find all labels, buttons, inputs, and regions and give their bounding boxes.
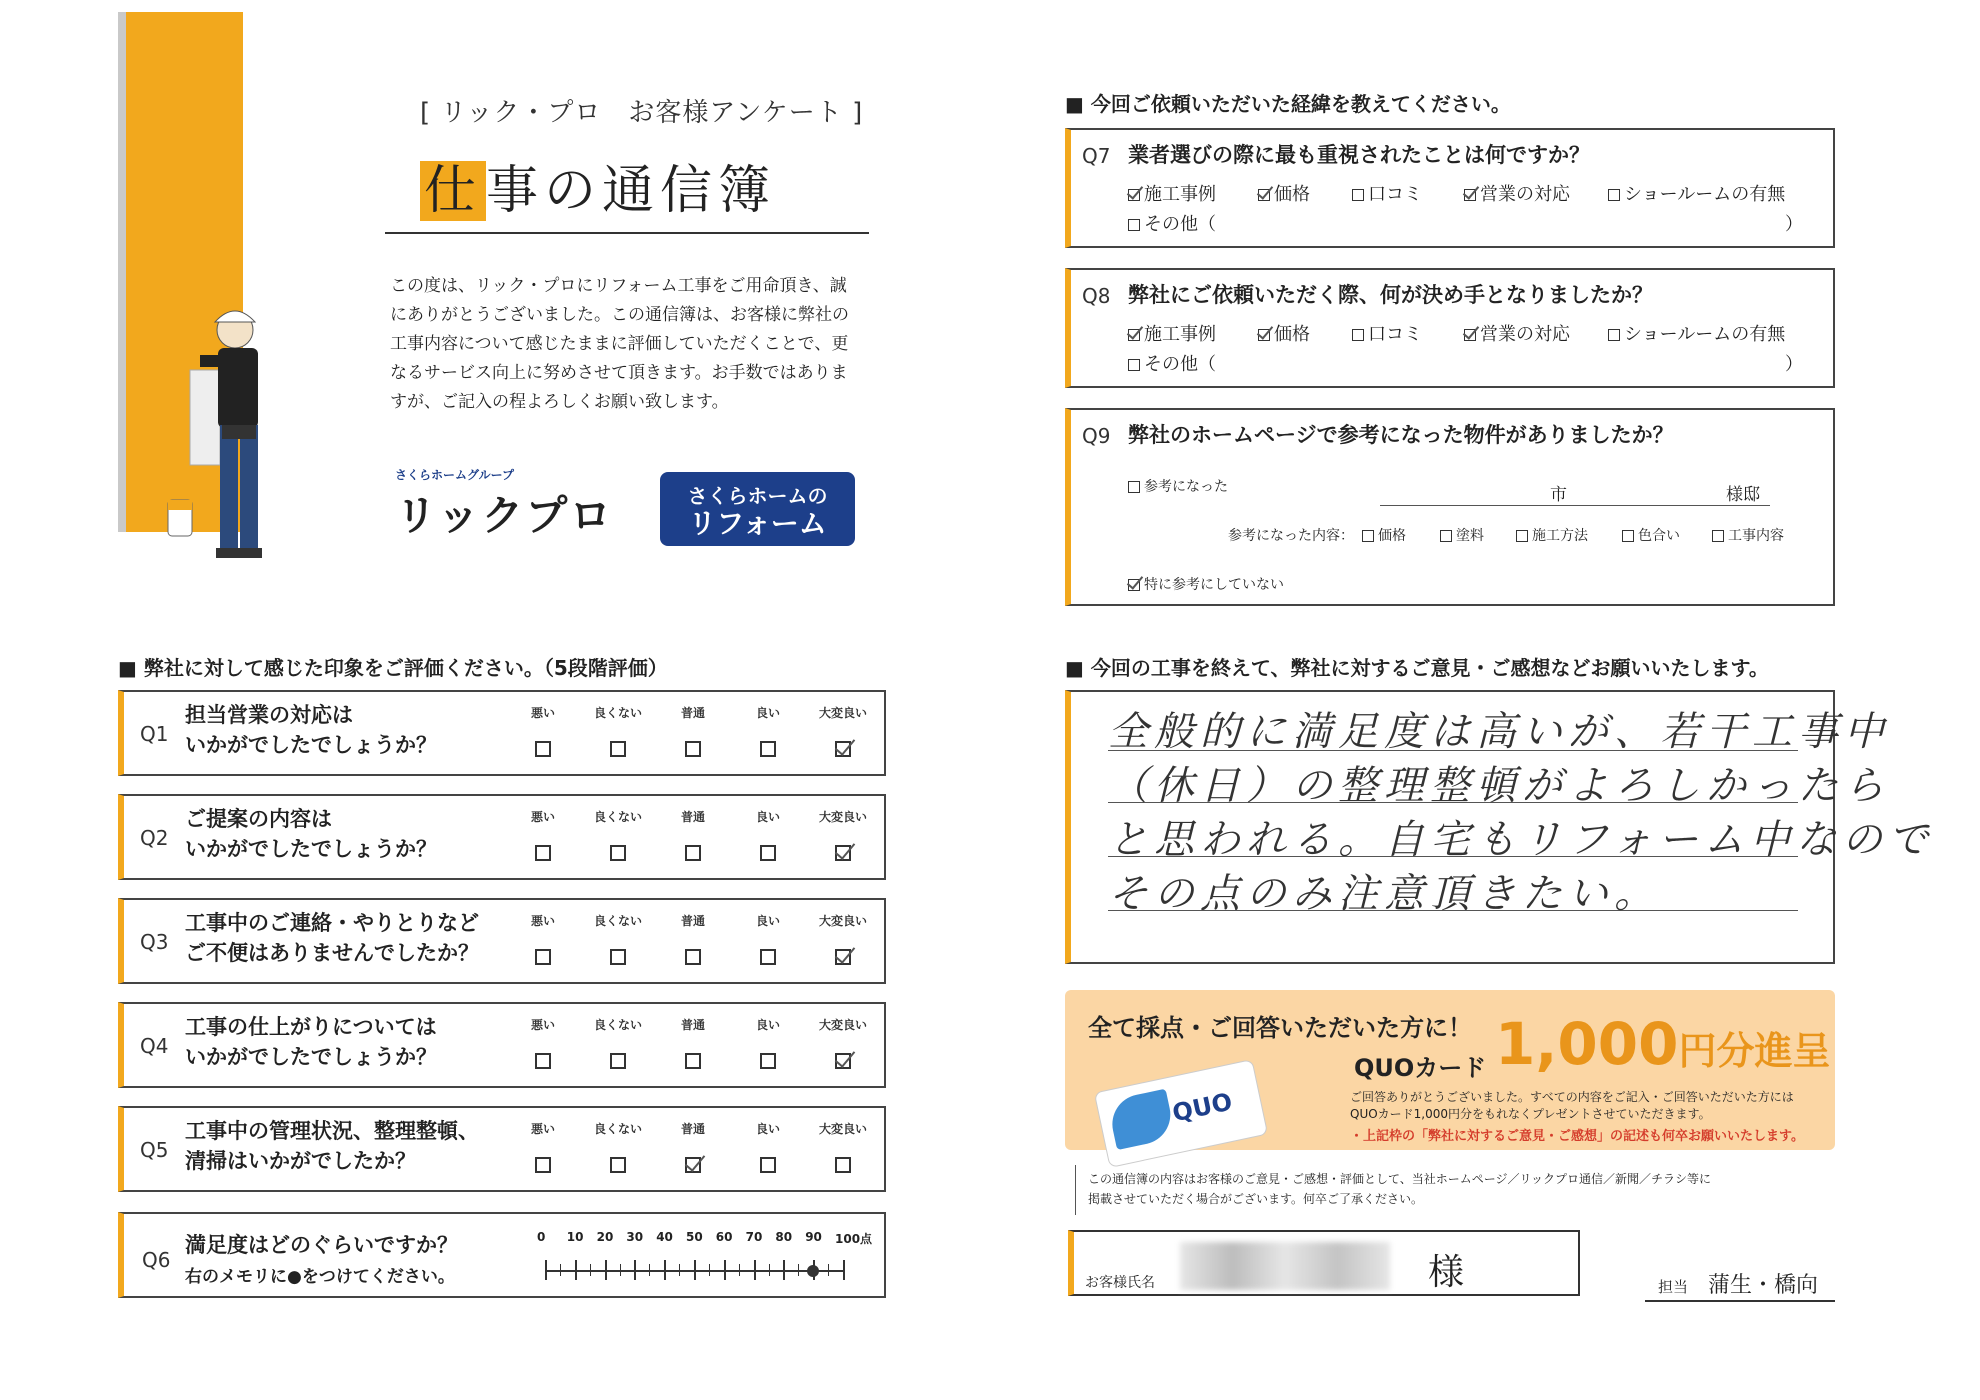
rating-q-line1: 担当営業の対応は — [185, 703, 353, 727]
rating-checkbox[interactable] — [835, 946, 851, 965]
q6-line1: 満足度はどのぐらいですか？ — [185, 1233, 458, 1257]
rating-q-line2: 清掃はいかがでしたか？ — [185, 1149, 416, 1173]
q6-number: Q6 — [142, 1248, 171, 1272]
q9-content-checkbox[interactable] — [1622, 530, 1634, 542]
q8-option[interactable] — [1258, 320, 1310, 346]
rating-scale-label: 悪い — [530, 1122, 555, 1136]
rating-scale-label: 大変良い — [818, 1018, 867, 1032]
q7-checkbox[interactable] — [1464, 189, 1476, 201]
satisfaction-scale[interactable] — [537, 1230, 873, 1290]
rating-checkbox[interactable] — [685, 842, 701, 861]
q8-option-label: 口コミ — [1368, 324, 1422, 345]
scale-tick-label: 100点 — [835, 1232, 873, 1246]
q7-option-label: ショールームの有無 — [1624, 184, 1786, 205]
scale-major-tick — [694, 1260, 696, 1280]
group-name: さくらホームグループ — [395, 468, 515, 482]
scale-tick-label: 90 — [805, 1230, 822, 1244]
q8-other-label: その他（ — [1144, 354, 1216, 375]
rating-q-line2: いかがでしたでしょうか？ — [185, 733, 437, 757]
q8-number: Q8 — [1082, 284, 1111, 308]
q9-none-option[interactable] — [1128, 574, 1284, 594]
rating-scale-label: 悪い — [530, 810, 555, 824]
scale-tick-label: 60 — [715, 1230, 733, 1244]
scale-minor-tick — [620, 1264, 621, 1276]
rating-q-line1: 工事の仕上がりについては — [185, 1015, 437, 1039]
intro-line: すが、ご記入の程よろしくお願い致します。 — [390, 392, 729, 412]
q8-other-option[interactable] — [1128, 350, 1216, 376]
q9-content-checkbox[interactable] — [1362, 530, 1374, 542]
rating-scale-label: 大変良い — [818, 706, 867, 720]
q9-content-label: 施工方法 — [1532, 528, 1588, 544]
rating-checkbox[interactable] — [685, 1050, 701, 1069]
q9-city-line — [1380, 505, 1770, 506]
staff-label: 担当 — [1658, 1278, 1689, 1296]
rating-scale-label: 良い — [755, 810, 780, 824]
rating-checkbox[interactable] — [610, 842, 626, 861]
scale-minor-tick — [769, 1264, 770, 1276]
q7-option[interactable] — [1464, 180, 1570, 206]
quo-amount-suffix: 円分進呈 — [1678, 1029, 1831, 1073]
rating-checkbox[interactable] — [835, 1050, 851, 1069]
rating-scale-label: 普通 — [680, 914, 705, 928]
rating-q-text — [185, 804, 437, 864]
q6-line2: 右のメモリに●をつけてください。 — [185, 1267, 455, 1287]
scale-tick-label: 50 — [686, 1230, 703, 1244]
rating-q-number: Q2 — [140, 826, 169, 850]
rating-checkbox[interactable] — [535, 1050, 551, 1069]
q9-ref-option[interactable] — [1128, 476, 1228, 496]
intro-text — [390, 272, 870, 417]
scale-tick-label: 80 — [775, 1230, 793, 1244]
rating-checkbox[interactable] — [760, 1050, 776, 1069]
rating-q-number: Q3 — [140, 930, 169, 954]
scale-major-tick — [843, 1260, 845, 1280]
q8-option[interactable] — [1352, 320, 1422, 346]
intro-line: この度は、リック・プロにリフォーム工事をご用命頂き、誠 — [390, 276, 847, 296]
scale-major-tick — [575, 1260, 577, 1280]
rating-section-title: ■ 弊社に対して感じた印象をご評価ください。（5段階評価） — [118, 656, 668, 680]
quo-body-1: ご回答ありがとうございました。すべての内容をご記入・ご回答いただいた方には — [1350, 1090, 1794, 1104]
scale-tick-label: 10 — [566, 1230, 584, 1244]
scale-tick-label: 20 — [596, 1230, 614, 1244]
rating-checkbox[interactable] — [610, 738, 626, 757]
rating-scale-label: 大変良い — [818, 1122, 867, 1136]
worker-illustration-icon — [160, 300, 280, 570]
rating-scale-label: 普通 — [680, 1018, 705, 1032]
rating-checkbox[interactable] — [610, 1154, 626, 1173]
q9-content-option[interactable] — [1440, 525, 1484, 545]
survey-subtitle: [ リック・プロ お客様アンケート ] — [420, 98, 864, 128]
rating-checkbox[interactable] — [760, 738, 776, 757]
title-highlight: 仕 — [420, 161, 486, 221]
rating-scale-label: 良い — [755, 1122, 780, 1136]
q8-other-checkbox[interactable] — [1128, 359, 1140, 371]
rating-scale-label: 良い — [755, 706, 780, 720]
rating-checkbox[interactable] — [610, 1050, 626, 1069]
q8-checkbox[interactable] — [1128, 329, 1140, 341]
rating-scale-label: 悪い — [530, 706, 555, 720]
rating-q-line2: いかがでしたでしょうか？ — [185, 1045, 437, 1069]
rating-q-line1: 工事中の管理状況、整理整頓、 — [185, 1119, 479, 1143]
rating-q-line2: ご不便はありませんでしたか？ — [185, 941, 479, 965]
rating-scale-label: 良い — [755, 914, 780, 928]
rickpro-name: リックプロ — [395, 491, 614, 540]
opinion-handwriting-line: と思われる。自宅もリフォーム中なので — [1108, 817, 1934, 863]
q9-content-checkbox[interactable] — [1440, 530, 1452, 542]
scale-minor-tick — [739, 1264, 740, 1276]
quo-card-label: QUOカード — [1354, 1054, 1487, 1082]
sakura-reform-logo — [660, 472, 855, 546]
q8-text: 弊社にご依頼いただく際、何が決め手となりましたか？ — [1128, 283, 1653, 307]
scale-marker-dot — [807, 1265, 819, 1277]
rating-q-text — [185, 1116, 479, 1176]
q9-house-label: 様邸 — [1726, 485, 1760, 505]
q9-content-option[interactable] — [1622, 525, 1680, 545]
history-section-title: ■ 今回ご依頼いただいた経緯を教えてください。 — [1065, 92, 1511, 116]
opinion-handwriting-line: その点のみ注意頂きたい。 — [1108, 871, 1660, 917]
q9-text: 弊社のホームページで参考になった物件がありましたか？ — [1128, 423, 1674, 447]
rating-q-text — [185, 700, 437, 760]
q7-other-label: その他（ — [1144, 214, 1216, 235]
q9-content-option[interactable] — [1362, 525, 1406, 545]
q8-option[interactable] — [1608, 320, 1785, 346]
q9-ref-label: 参考になった — [1144, 479, 1228, 495]
publication-notice-1: この通信簿の内容はお客様のご意見・ご感想・評価として、当社ホームページ／リックプロ通信／新聞／チラシ等に — [1088, 1172, 1712, 1186]
rating-scale-label: 良い — [755, 1018, 780, 1032]
customer-name-label: お客様氏名 — [1085, 1275, 1155, 1291]
rating-scale-label: 普通 — [680, 1122, 705, 1136]
rickpro-logo — [395, 466, 613, 543]
rating-scale-label: 普通 — [680, 706, 705, 720]
scale-major-tick — [783, 1260, 785, 1280]
q9-number: Q9 — [1082, 424, 1111, 448]
quo-amount-number: 1,000 — [1495, 1010, 1679, 1078]
q7-other-option[interactable] — [1128, 210, 1216, 236]
rating-q-line1: ご提案の内容は — [185, 807, 332, 831]
q7-checkbox[interactable] — [1258, 189, 1270, 201]
q8-checkbox[interactable] — [1352, 329, 1364, 341]
q7-option-label: 営業の対応 — [1480, 184, 1570, 205]
q8-checkbox[interactable] — [1608, 329, 1620, 341]
q8-option-label: ショールームの有無 — [1624, 324, 1786, 345]
scale-minor-tick — [798, 1264, 799, 1276]
rating-checkbox[interactable] — [760, 946, 776, 965]
publication-notice-2: 掲載させていただく場合がございます。何卒ご了承ください。 — [1088, 1192, 1424, 1206]
q7-option-label: 施工事例 — [1144, 184, 1216, 205]
rating-checkbox[interactable] — [535, 738, 551, 757]
sakura-top: さくらホームの — [687, 484, 828, 508]
rating-checkbox[interactable] — [760, 1154, 776, 1173]
q7-option-label: 口コミ — [1368, 184, 1422, 205]
q7-checkbox[interactable] — [1128, 189, 1140, 201]
rating-q-number: Q1 — [140, 722, 169, 746]
quo-note: ・上記枠の「弊社に対するご意見・ご感想」の記述も何卒お願いいたします。 — [1350, 1129, 1804, 1144]
scale-major-tick — [605, 1260, 607, 1280]
rating-q-text — [185, 908, 479, 968]
rating-scale-label: 良くない — [593, 1122, 642, 1136]
rating-scale-label: 良くない — [593, 914, 642, 928]
quo-headline: 全て採点・ご回答いただいた方に！ — [1088, 1014, 1472, 1042]
rating-scale-label: 良くない — [593, 1018, 642, 1032]
q9-content-label: 参考になった内容： — [1228, 528, 1354, 544]
rating-checkbox[interactable] — [760, 842, 776, 861]
rating-checkbox[interactable] — [685, 1154, 701, 1173]
q7-option[interactable] — [1352, 180, 1422, 206]
rating-checkbox[interactable] — [610, 946, 626, 965]
q9-city-label: 市 — [1550, 485, 1567, 505]
scale-major-tick — [664, 1260, 666, 1280]
rating-q-number: Q5 — [140, 1138, 169, 1162]
scale-tick-label: 0 — [537, 1230, 546, 1244]
rating-q-text — [185, 1012, 437, 1072]
quo-amount — [1495, 1010, 1830, 1078]
q7-option[interactable] — [1128, 180, 1216, 206]
rating-checkbox[interactable] — [535, 946, 551, 965]
notice-bracket — [1075, 1165, 1076, 1215]
rating-checkbox[interactable] — [835, 842, 851, 861]
rating-checkbox[interactable] — [835, 1154, 851, 1173]
q9-none-label: 特に参考にしていない — [1144, 577, 1284, 593]
q7-option[interactable] — [1258, 180, 1310, 206]
q8-checkbox[interactable] — [1258, 329, 1270, 341]
q7-option[interactable] — [1608, 180, 1785, 206]
opinion-handwriting-line: 全般的に満足度は高いが、若干工事中 — [1108, 709, 1890, 755]
q7-other-checkbox[interactable] — [1128, 219, 1140, 231]
title-rest: 事の通信簿 — [486, 161, 777, 221]
q8-checkbox[interactable] — [1464, 329, 1476, 341]
rating-checkbox[interactable] — [685, 738, 701, 757]
rating-scale-label: 普通 — [680, 810, 705, 824]
wall-shadow — [118, 12, 126, 532]
q7-checkbox[interactable] — [1608, 189, 1620, 201]
quo-card-brand: QUO — [1169, 1087, 1235, 1128]
scale-tick-label: 30 — [626, 1230, 644, 1244]
q8-other-close: ） — [1785, 354, 1803, 375]
q8-option-label: 価格 — [1274, 324, 1310, 345]
rating-q-line1: 工事中のご連絡・やりとりなど — [185, 911, 479, 935]
rating-checkbox[interactable] — [685, 946, 701, 965]
q9-content-option[interactable] — [1712, 525, 1784, 545]
q9-content-option[interactable] — [1516, 525, 1588, 545]
q8-option-label: 営業の対応 — [1480, 324, 1570, 345]
quo-body-2: QUOカード1,000円分をもれなくプレゼントさせていただきます。 — [1350, 1107, 1711, 1121]
page-title — [420, 148, 776, 223]
scale-major-tick — [754, 1260, 756, 1280]
scale-tick-label: 40 — [656, 1230, 673, 1244]
rating-scale-label: 悪い — [530, 1018, 555, 1032]
sakura-bottom: リフォーム — [688, 507, 827, 540]
q7-checkbox[interactable] — [1352, 189, 1364, 201]
scale-major-tick — [545, 1260, 547, 1280]
rating-checkbox[interactable] — [835, 738, 851, 757]
scale-minor-tick — [679, 1264, 680, 1276]
opinion-handwriting-line: （休日）の整理整頓がよろしかったら — [1108, 763, 1890, 809]
q9-ref-checkbox[interactable] — [1128, 481, 1140, 493]
q8-option[interactable] — [1464, 320, 1570, 346]
staff-underline — [1645, 1300, 1835, 1302]
rating-scale-label: 大変良い — [818, 914, 867, 928]
title-underline — [385, 232, 869, 234]
customer-honorific: 様 — [1428, 1252, 1465, 1293]
q9-content-label: 塗料 — [1456, 528, 1484, 544]
rating-scale-label: 良くない — [593, 706, 642, 720]
scale-tick-label: 70 — [745, 1230, 763, 1244]
q9-content-checkbox[interactable] — [1516, 530, 1528, 542]
scale-major-tick — [634, 1260, 636, 1280]
scale-major-tick — [724, 1260, 726, 1280]
rating-scale-label: 大変良い — [818, 810, 867, 824]
q9-content-label: 価格 — [1378, 528, 1406, 544]
scale-minor-tick — [709, 1264, 710, 1276]
q7-other-close: ） — [1785, 214, 1803, 235]
q9-none-checkbox[interactable] — [1128, 579, 1140, 591]
intro-line: なるサービス向上に努めさせて頂きます。お手数ではありま — [390, 363, 848, 383]
rating-scale-label: 悪い — [530, 914, 555, 928]
q7-option-label: 価格 — [1274, 184, 1310, 205]
rating-q-number: Q4 — [140, 1034, 169, 1058]
q9-content-label: 工事内容 — [1728, 528, 1784, 544]
rating-checkbox[interactable] — [535, 842, 551, 861]
scale-minor-tick — [828, 1264, 829, 1276]
rating-q-line2: いかがでしたでしょうか？ — [185, 837, 437, 861]
intro-line: にありがとうございました。この通信簿は、お客様に弊社の — [390, 305, 849, 325]
rating-checkbox[interactable] — [535, 1154, 551, 1173]
q8-option[interactable] — [1128, 320, 1216, 346]
rating-scale-label: 良くない — [593, 810, 642, 824]
q7-number: Q7 — [1082, 144, 1111, 168]
customer-name-blurred — [1180, 1242, 1390, 1290]
q9-content-label: 色合い — [1638, 528, 1680, 544]
q8-option-label: 施工事例 — [1144, 324, 1216, 345]
scale-minor-tick — [649, 1264, 650, 1276]
q7-text: 業者選びの際に最も重視されたことは何ですか？ — [1128, 143, 1590, 167]
q9-content-checkbox[interactable] — [1712, 530, 1724, 542]
intro-line: 工事内容について感じたままに評価していただくことで、更 — [390, 334, 849, 354]
opinion-section-title: ■ 今回の工事を終えて、弊社に対するご意見・ご感想などお願いいたします。 — [1065, 656, 1769, 680]
staff-names: 蒲生・橋向 — [1708, 1273, 1819, 1298]
scale-minor-tick — [560, 1264, 561, 1276]
scale-minor-tick — [590, 1264, 591, 1276]
